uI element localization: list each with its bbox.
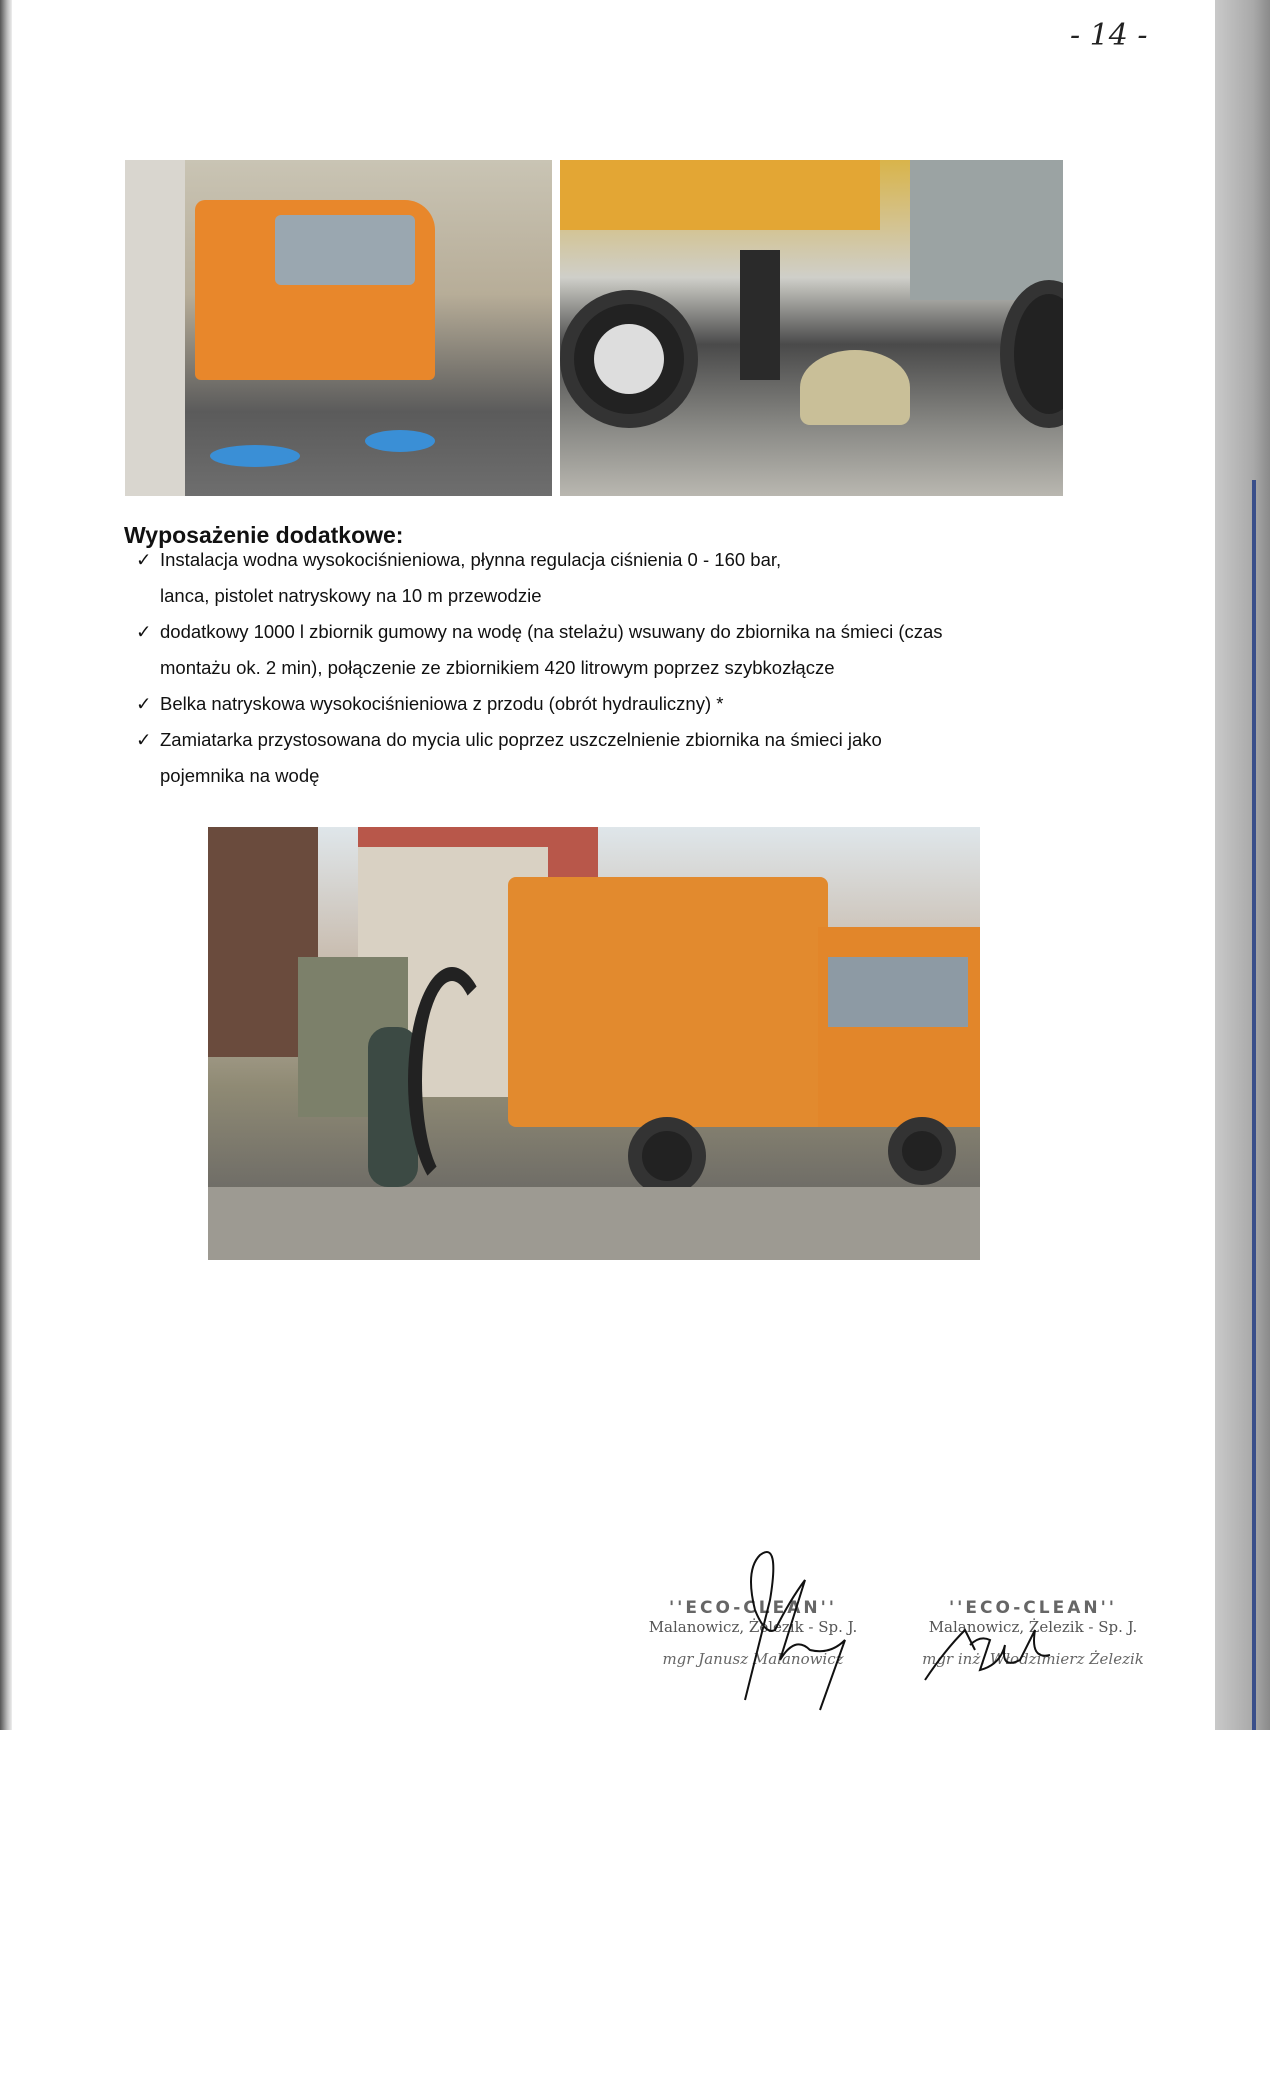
photo-street-sweeper-front: [125, 160, 552, 496]
list-item: [136, 542, 1060, 614]
signature-left: [680, 1540, 880, 1720]
item-line: montażu ok. 2 min), połączenie ze zbiornikiem 420 litrowym poprzez szybkozłącze: [160, 657, 835, 678]
page-number: - 14 -: [1070, 18, 1148, 53]
stamp-name: mgr Janusz Malanowicz: [662, 1650, 844, 1668]
stamp-company: Malanowicz, Żelezik - Sp. J.: [648, 1618, 858, 1636]
check-icon: ✓: [136, 729, 152, 750]
section-heading: Wyposażenie dodatkowe:: [124, 522, 404, 548]
scan-edge-right: [1215, 0, 1270, 1730]
photo-sweeper-brush-detail: [560, 160, 1063, 496]
item-line: pojemnika na wodę: [160, 765, 320, 786]
stamp-title: ''ECO-CLEAN'': [668, 1598, 838, 1618]
scan-edge-left: [0, 0, 12, 1730]
photo-sweeper-with-hose: [208, 827, 980, 1260]
item-line: dodatkowy 1000 l zbiornik gumowy na wodę (na stelażu) wsuwany do zbiornika na śmieci (czas: [160, 621, 943, 642]
stamp-company: Malanowicz, Żelezik - Sp. J.: [928, 1618, 1138, 1636]
list-item: [136, 722, 1060, 794]
check-icon: ✓: [136, 549, 152, 570]
item-line: Belka natryskowa wysokociśnieniowa z przodu (obrót hydrauliczny) *: [160, 693, 724, 714]
scan-edge-blue-line: [1252, 480, 1256, 1730]
list-item: [136, 686, 1060, 722]
item-line: Zamiatarka przystosowana do mycia ulic poprzez uszczelnienie zbiornika na śmieci jako: [160, 729, 882, 750]
check-icon: ✓: [136, 693, 152, 714]
list-item: [136, 614, 1060, 686]
stamp-name: mgr inż. Włodzimierz Żelezik: [922, 1650, 1144, 1668]
item-line: lanca, pistolet natryskowy na 10 m przewodzie: [160, 585, 542, 606]
check-icon: ✓: [136, 621, 152, 642]
stamp-title: ''ECO-CLEAN'': [948, 1598, 1118, 1618]
signature-right: [920, 1610, 1120, 1710]
item-line: Instalacja wodna wysokociśnieniowa, płynna regulacja ciśnienia 0 - 160 bar,: [160, 549, 782, 570]
